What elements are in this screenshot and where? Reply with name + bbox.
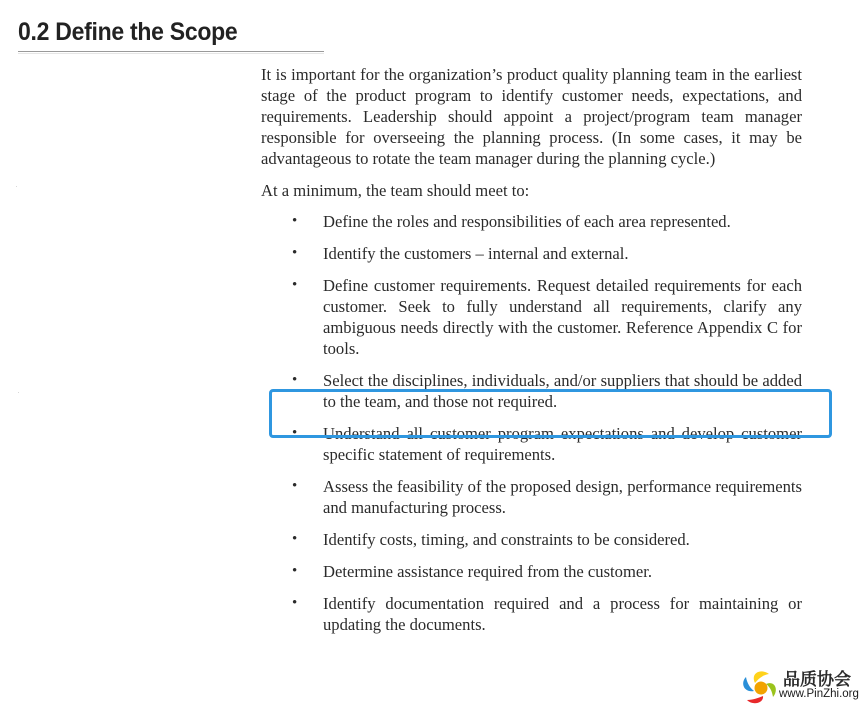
list-item — [261, 561, 802, 582]
list-item — [261, 476, 802, 518]
list-item-text: Assess the feasibility of the proposed design, performance requirements and manufacturing process. — [323, 477, 802, 517]
lead-in-sentence: At a minimum, the team should meet to: — [261, 181, 530, 200]
list-item — [261, 211, 802, 232]
scan-speck — [16, 186, 17, 187]
list-item-text: Understand all customer program expectations and develop customer specific statement of requirements. — [323, 424, 802, 464]
title-underline — [18, 51, 324, 52]
pinzhi-logo-icon — [739, 669, 779, 705]
list-item-text: Identify costs, timing, and constraints to be considered. — [323, 530, 690, 549]
bullet-icon: • — [292, 478, 298, 494]
list-item-text: Select the disciplines, individuals, and/or suppliers that should be added to the team, and those not required. — [323, 371, 802, 411]
intro-paragraph: It is important for the organization’s product quality planning team in the earliest stage of the product program to identify customer needs, expectations, and requirements. Leadership should appoint a project/program team manager responsible for overseeing the planning process. (In some cases, it may be advantageous to rotate the team manager during the planning cycle.) — [261, 65, 802, 168]
bullet-icon: • — [292, 245, 298, 261]
bullet-icon: • — [292, 595, 298, 611]
list-item-text: Define the roles and responsibilities of each area represented. — [323, 212, 731, 231]
bullet-icon: • — [292, 563, 298, 579]
section-title: 0.2 Define the Scope — [18, 18, 238, 46]
list-item-text: Determine assistance required from the customer. — [323, 562, 652, 581]
list-item-text: Identify documentation required and a process for maintaining or updating the documents. — [323, 594, 802, 634]
watermark — [739, 663, 859, 707]
bullet-icon: • — [292, 372, 298, 388]
list-item-text: Identify the customers – internal and external. — [323, 244, 629, 263]
list-item-text: Define customer requirements. Request detailed requirements for each customer. Seek to fully understand all requirements, clarify any ambiguous needs directly with the customer. Reference Appendix C for tools. — [323, 276, 802, 358]
scan-speck — [18, 392, 19, 393]
watermark-url: www.PinZhi.org — [779, 688, 859, 700]
bullet-icon: • — [292, 425, 298, 441]
list-item — [261, 593, 802, 635]
title-underline-shadow — [18, 53, 324, 54]
body-column — [261, 64, 802, 646]
bullet-icon: • — [292, 213, 298, 229]
watermark-name: 品质协会 — [783, 670, 851, 690]
bullet-icon: • — [292, 531, 298, 547]
bullet-icon: • — [292, 277, 298, 293]
list-item — [261, 243, 802, 264]
list-item — [261, 275, 802, 359]
list-item — [261, 529, 802, 550]
highlight-box — [269, 389, 832, 438]
